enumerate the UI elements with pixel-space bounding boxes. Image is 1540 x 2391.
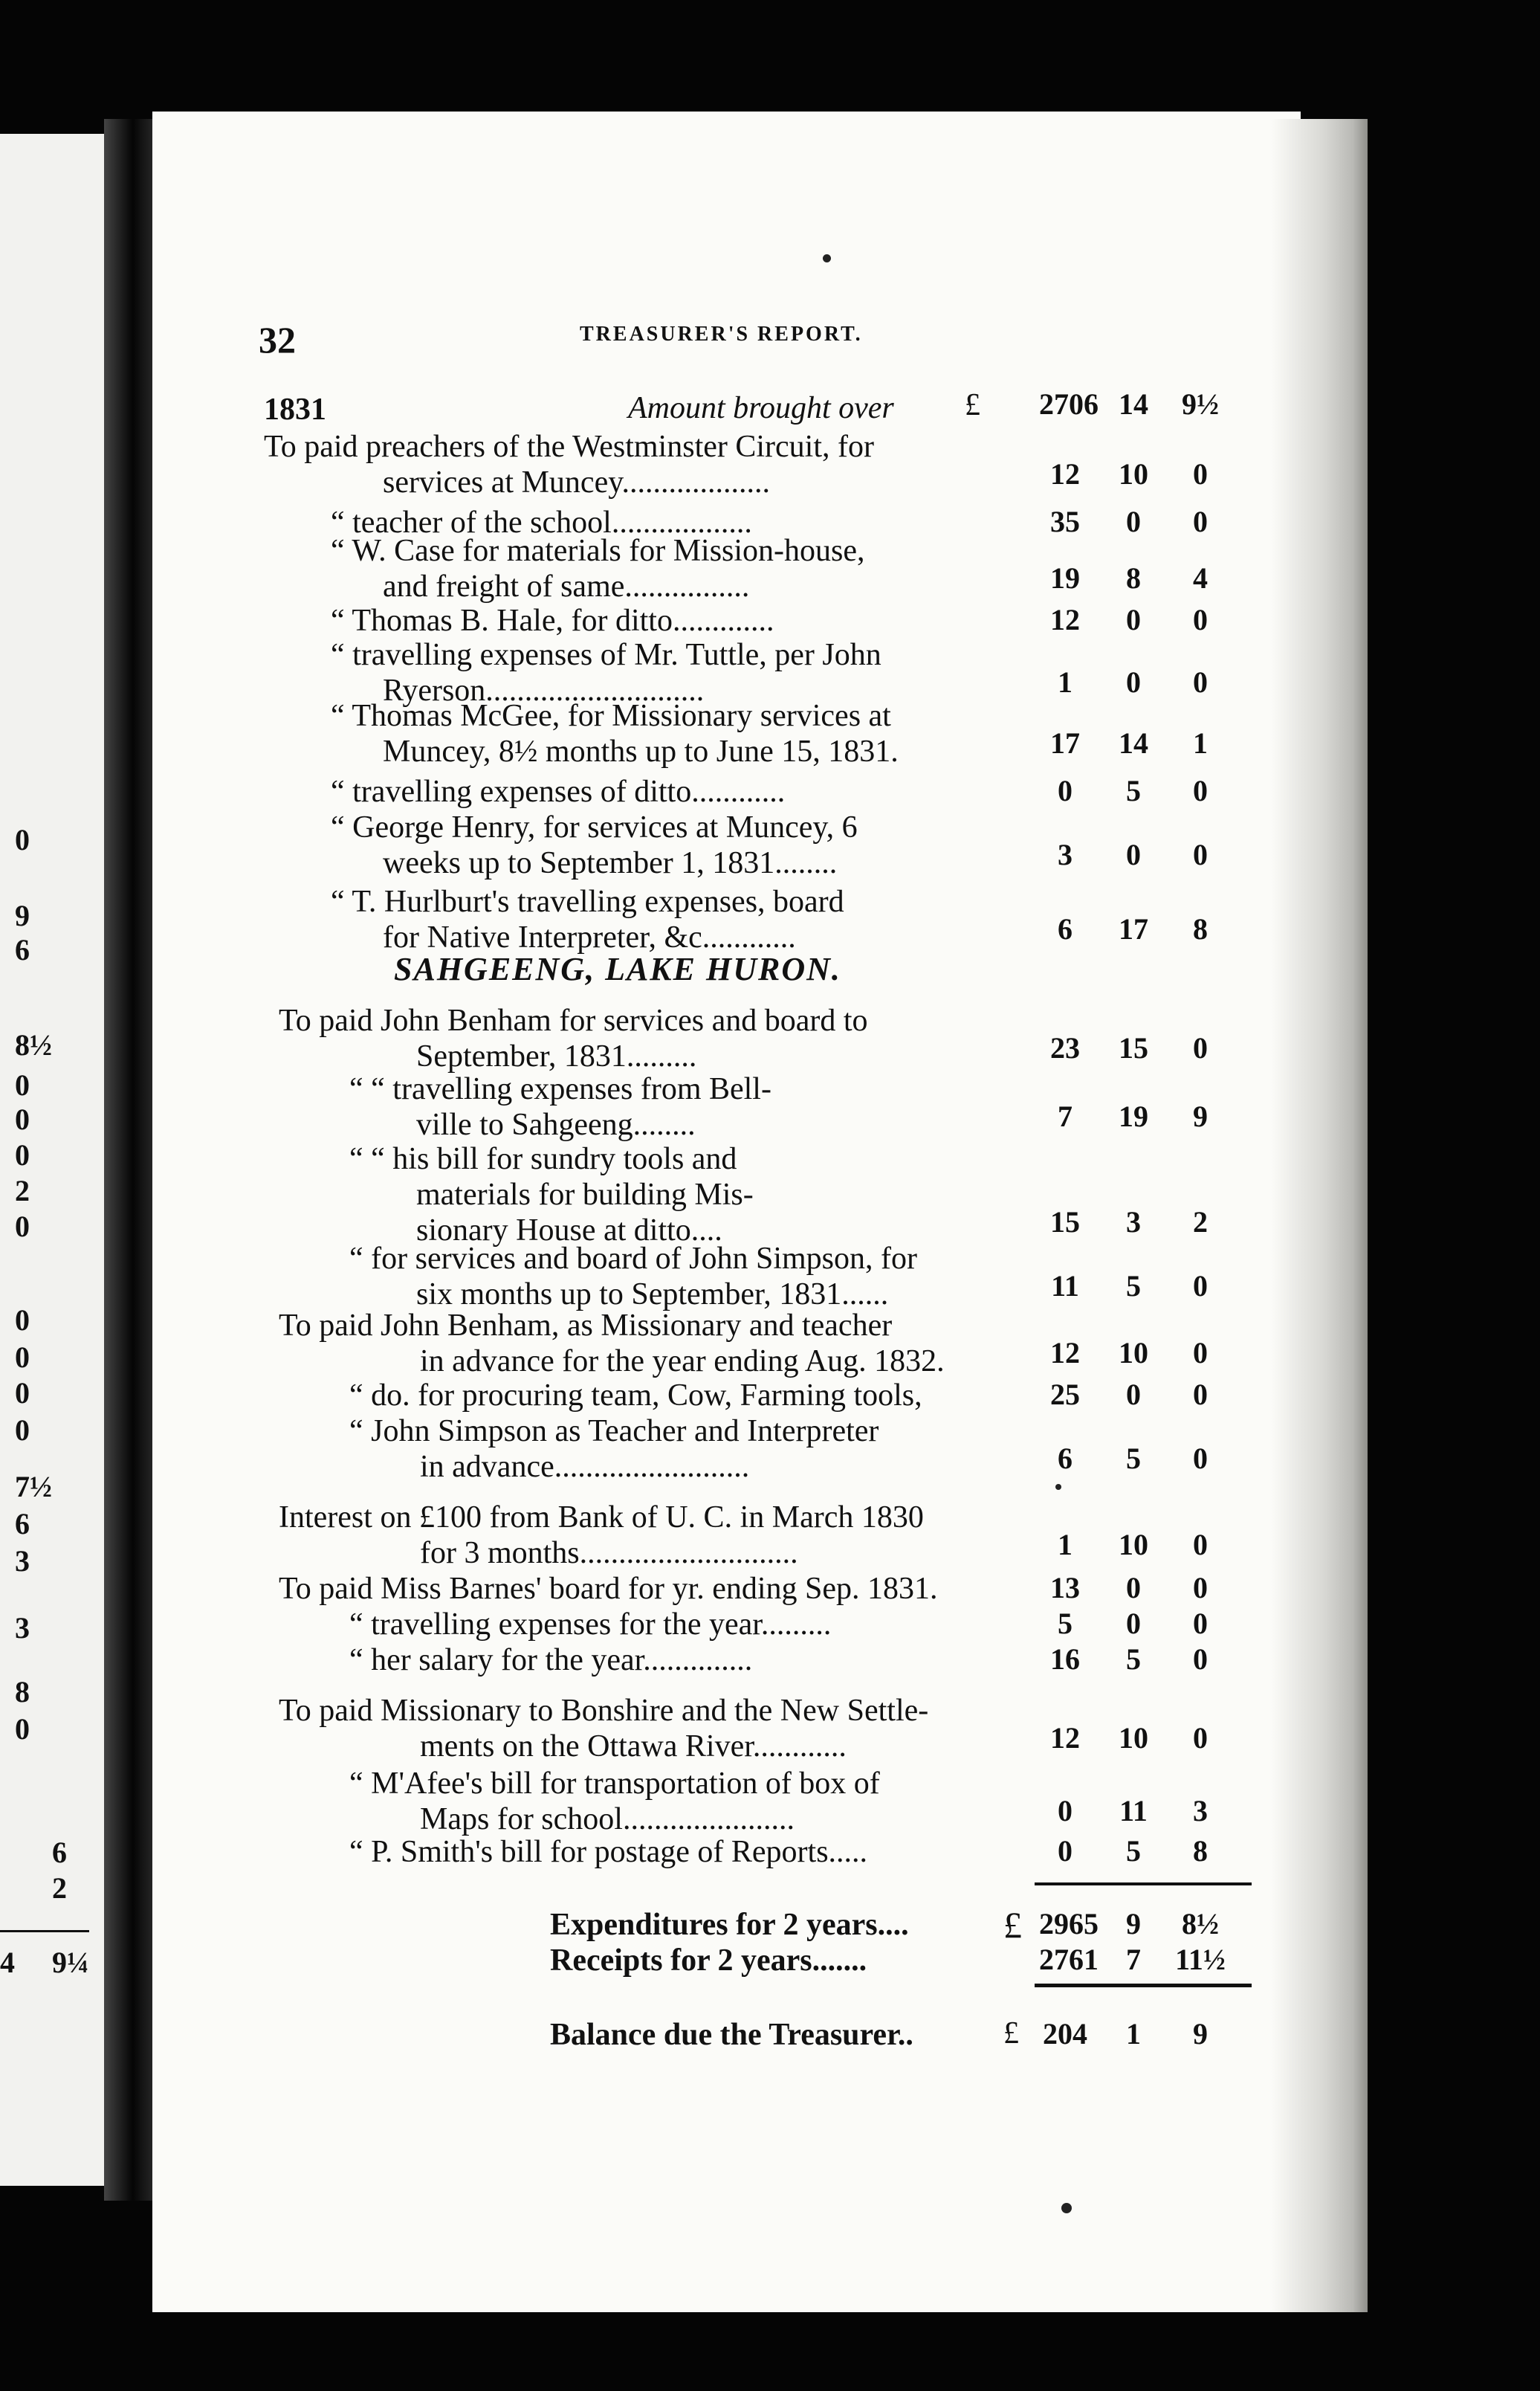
facing-page-figure: 9 (15, 899, 30, 932)
facing-page-figure: 7½ (15, 1470, 52, 1503)
opening-currency: £ (965, 388, 980, 422)
section-entry-pence: 0 (1193, 1642, 1208, 1676)
section-entry-pounds: 5 (1058, 1607, 1072, 1640)
entry-shillings: 10 (1119, 457, 1148, 491)
entry-pence: 0 (1193, 457, 1208, 491)
section-entry-pence: 0 (1193, 1378, 1208, 1411)
entry-shillings: 0 (1126, 665, 1141, 699)
section-entry-shillings: 0 (1126, 1607, 1141, 1640)
speck (1055, 1484, 1061, 1490)
entry-line: “ W. Case for materials for Mission-house, (331, 534, 865, 568)
entry-line: weeks up to September 1, 1831........ (383, 846, 838, 880)
section-entry-line: “ her salary for the year.............. (349, 1643, 753, 1677)
entry-shillings: 14 (1119, 726, 1148, 760)
section-entry-pence: 9 (1193, 1100, 1208, 1133)
section-entry-line: “ travelling expenses for the year......... (349, 1607, 832, 1642)
speck (823, 254, 831, 262)
total-pence: 11½ (1175, 1943, 1226, 1976)
entry-line: “ George Henry, for services at Muncey, 6 (331, 810, 858, 845)
page-edge-shadow (1271, 119, 1368, 2312)
entry-shillings: 0 (1126, 838, 1141, 871)
facing-page-figure: 0 (15, 1068, 30, 1102)
facing-page-figure: 0 (15, 1376, 30, 1410)
entry-pounds: 0 (1058, 774, 1072, 807)
opening-shillings: 14 (1119, 387, 1148, 421)
entry-line: “ travelling expenses of ditto............ (331, 775, 786, 809)
section-entry-pence: 3 (1193, 1794, 1208, 1827)
entry-pounds: 35 (1050, 505, 1080, 538)
section-entry-pence: 0 (1193, 1721, 1208, 1755)
section-entry-pence: 0 (1193, 1607, 1208, 1640)
section-entry-pounds: 1 (1058, 1528, 1072, 1561)
facing-page-figure: 4 (0, 1946, 15, 1979)
entry-line: “ teacher of the school.................. (331, 506, 752, 540)
section-entry-pounds: 15 (1050, 1205, 1080, 1239)
book-gutter (104, 119, 156, 2201)
section-entry-line: “ do. for procuring team, Cow, Farming tools, (349, 1378, 922, 1413)
section-entry-line: in advance for the year ending Aug. 1832. (420, 1344, 945, 1378)
opening-pounds: 2706 (1039, 387, 1099, 421)
entry-pounds: 19 (1050, 561, 1080, 595)
section-entry-shillings: 10 (1119, 1528, 1148, 1561)
section-entry-line: materials for building Mis- (416, 1178, 754, 1212)
section-entry-pence: 0 (1193, 1269, 1208, 1303)
section-entry-line: To paid John Benham for services and board to (279, 1004, 868, 1038)
entry-line: “ T. Hurlburt's travelling expenses, board (331, 885, 844, 919)
entry-pounds: 12 (1050, 603, 1080, 636)
section-entry-pounds: 23 (1050, 1031, 1080, 1065)
entry-pence: 4 (1193, 561, 1208, 595)
section-entry-pence: 2 (1193, 1205, 1208, 1239)
entry-pence: 0 (1193, 505, 1208, 538)
section-entry-line: “ “ travelling expenses from Bell- (349, 1072, 771, 1106)
facing-page-figure: 0 (15, 1413, 30, 1447)
total-shillings: 9 (1126, 1907, 1141, 1940)
entry-pounds: 12 (1050, 457, 1080, 491)
balance-label: Balance due the Treasurer.. (550, 2018, 913, 2052)
section-entry-line: “ John Simpson as Teacher and Interpreter (349, 1414, 879, 1448)
section-entry-line: ments on the Ottawa River............ (420, 1729, 847, 1764)
section-entry-line: Maps for school...................... (420, 1802, 795, 1836)
section-entry-pounds: 11 (1051, 1269, 1079, 1303)
entry-pence: 0 (1193, 665, 1208, 699)
facing-page-figure: 8½ (15, 1028, 52, 1062)
entry-shillings: 0 (1126, 505, 1141, 538)
entry-pounds: 6 (1058, 912, 1072, 946)
entry-line: Ryerson............................ (383, 674, 705, 708)
section-entry-line: ville to Sahgeeng........ (416, 1108, 696, 1142)
facing-page-figure: 0 (15, 823, 30, 856)
balance-currency: £ (1003, 2016, 1019, 2050)
section-entry-line: “ P. Smith's bill for postage of Reports..... (349, 1835, 868, 1869)
balance-shillings: 1 (1126, 2017, 1141, 2050)
facing-page-figure: 0 (15, 1103, 30, 1136)
section-entry-shillings: 5 (1126, 1834, 1141, 1868)
total-pence: 8½ (1182, 1907, 1219, 1940)
section-entry-line: sionary House at ditto.... (416, 1213, 722, 1248)
entry-line: and freight of same................ (383, 569, 750, 604)
section-entry-pence: 0 (1193, 1528, 1208, 1561)
section-entry-pounds: 13 (1050, 1571, 1080, 1604)
facing-page-rule (0, 1930, 89, 1932)
entry-pence: 0 (1193, 774, 1208, 807)
entry-pence: 0 (1193, 603, 1208, 636)
section-entry-shillings: 10 (1119, 1336, 1148, 1369)
section-entry-shillings: 0 (1126, 1571, 1141, 1604)
section-entry-line: in advance......................... (420, 1450, 750, 1484)
section-entry-line: six months up to September, 1831...... (416, 1277, 889, 1311)
entry-pounds: 3 (1058, 838, 1072, 871)
section-entry-line: for 3 months............................ (420, 1536, 798, 1570)
section-entry-shillings: 19 (1119, 1100, 1148, 1133)
section-entry-line: Interest on £100 from Bank of U. C. in March 1830 (279, 1500, 924, 1535)
facing-page-figure: 6 (52, 1836, 67, 1869)
entry-line: To paid preachers of the Westminster Circuit, for (264, 430, 874, 464)
section-heading: SAHGEENG, LAKE HURON. (394, 951, 841, 987)
entry-pence: 8 (1193, 912, 1208, 946)
section-entry-pence: 8 (1193, 1834, 1208, 1868)
balance-pence: 9 (1193, 2017, 1208, 2050)
section-entry-pounds: 12 (1050, 1721, 1080, 1755)
facing-page-figure: 6 (15, 1507, 30, 1540)
section-entry-line: To paid Miss Barnes' board for yr. ending Sep. 1831. (279, 1572, 938, 1606)
facing-page-figure: 8 (15, 1675, 30, 1708)
facing-page-figure: 6 (15, 933, 30, 967)
total-shillings: 7 (1126, 1943, 1141, 1976)
entry-shillings: 5 (1126, 774, 1141, 807)
total-pounds: 2965 (1039, 1907, 1099, 1940)
section-entry-pence: 0 (1193, 1442, 1208, 1475)
entry-pence: 1 (1193, 726, 1208, 760)
entry-line: “ Thomas B. Hale, for ditto............. (331, 604, 774, 638)
section-entry-shillings: 15 (1119, 1031, 1148, 1065)
section-entry-line: September, 1831......... (416, 1039, 697, 1074)
section-entry-pounds: 0 (1058, 1834, 1072, 1868)
facing-page-figure: 9¼ (52, 1946, 89, 1979)
page-number: 32 (259, 319, 296, 361)
section-entry-shillings: 3 (1126, 1205, 1141, 1239)
total-currency: £ (1003, 1904, 1022, 1946)
section-entry-pounds: 25 (1050, 1378, 1080, 1411)
facing-page-figure: 0 (15, 1340, 30, 1374)
section-entry-line: To paid John Benham, as Missionary and teacher (279, 1309, 893, 1343)
entry-shillings: 0 (1126, 603, 1141, 636)
section-entry-pounds: 16 (1050, 1642, 1080, 1676)
opening-pence: 9½ (1182, 387, 1219, 421)
section-entry-line: To paid Missionary to Bonshire and the New Settle- (279, 1694, 929, 1728)
entry-shillings: 8 (1126, 561, 1141, 595)
section-entry-pounds: 6 (1058, 1442, 1072, 1475)
section-entry-shillings: 5 (1126, 1642, 1141, 1676)
total-label: Expenditures for 2 years.... (550, 1908, 909, 1942)
section-entry-line: “ “ his bill for sundry tools and (349, 1142, 737, 1176)
entry-line: for Native Interpreter, &c............ (383, 920, 796, 955)
section-entry-pounds: 7 (1058, 1100, 1072, 1133)
section-entry-shillings: 5 (1126, 1269, 1141, 1303)
section-entry-pence: 0 (1193, 1336, 1208, 1369)
facing-page-figure: 3 (15, 1544, 30, 1578)
total-label: Receipts for 2 years....... (550, 1943, 867, 1978)
facing-page-figure: 0 (15, 1712, 30, 1746)
section-entry-pounds: 0 (1058, 1794, 1072, 1827)
facing-page-figure: 2 (52, 1871, 67, 1905)
facing-page-figure: 0 (15, 1303, 30, 1337)
facing-page-figure: 0 (15, 1138, 30, 1172)
balance-rule (1035, 1984, 1252, 1987)
section-entry-pounds: 12 (1050, 1336, 1080, 1369)
entry-line: “ Thomas McGee, for Missionary services at (331, 699, 891, 733)
facing-page-figure: 3 (15, 1611, 30, 1645)
entry-pounds: 1 (1058, 665, 1072, 699)
entry-pence: 0 (1193, 838, 1208, 871)
entry-line: Muncey, 8½ months up to June 15, 1831. (383, 735, 899, 769)
sum-rule (1035, 1882, 1252, 1885)
running-head: TREASURER'S REPORT. (580, 323, 863, 346)
balance-pounds: 204 (1043, 2017, 1087, 2050)
section-entry-line: “ for services and board of John Simpson, for (349, 1242, 917, 1276)
section-entry-pence: 0 (1193, 1031, 1208, 1065)
facing-page-figure: 2 (15, 1174, 30, 1207)
section-entry-shillings: 0 (1126, 1378, 1141, 1411)
speck (1061, 2203, 1072, 2213)
total-pounds: 2761 (1039, 1943, 1099, 1976)
section-entry-line: “ M'Afee's bill for transportation of box of (349, 1766, 880, 1801)
section-entry-shillings: 5 (1126, 1442, 1141, 1475)
entry-line: services at Muncey................... (383, 465, 770, 500)
entry-shillings: 17 (1119, 912, 1148, 946)
section-entry-pence: 0 (1193, 1571, 1208, 1604)
opening-label: Amount brought over (628, 391, 894, 425)
facing-page-figure: 0 (15, 1210, 30, 1243)
section-entry-shillings: 10 (1119, 1721, 1148, 1755)
entry-line: “ travelling expenses of Mr. Tuttle, per John (331, 638, 881, 672)
opening-year: 1831 (264, 393, 326, 427)
entry-pounds: 17 (1050, 726, 1080, 760)
section-entry-shillings: 11 (1119, 1794, 1148, 1827)
